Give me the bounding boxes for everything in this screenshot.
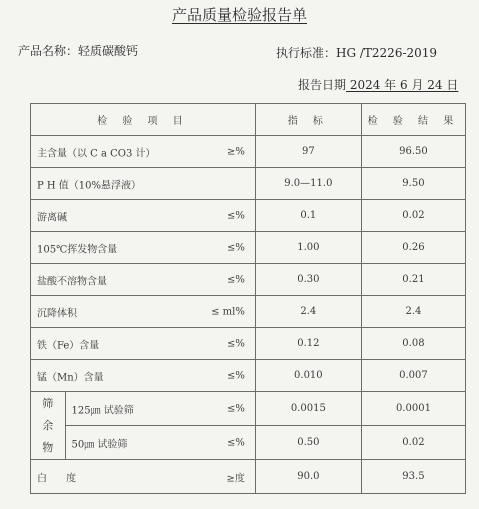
result-value: 0.21 xyxy=(361,264,465,296)
standard-value: 0.50 xyxy=(255,426,361,460)
inspection-table xyxy=(30,103,466,494)
standard-value: 0.010 xyxy=(255,360,361,392)
item-cell xyxy=(31,296,256,328)
standard-value: 0.0015 xyxy=(255,392,361,426)
item-name: 铁（Fe）含量 xyxy=(37,340,100,351)
table-row xyxy=(31,200,466,232)
item-cell xyxy=(31,168,256,200)
sieve-label-char: 余 xyxy=(42,418,54,432)
sieve-label-char: 筛 xyxy=(42,396,54,410)
result-value: 0.02 xyxy=(361,426,465,460)
table-row xyxy=(31,392,466,426)
result-value: 9.50 xyxy=(361,168,465,200)
table-row xyxy=(31,360,466,392)
item-cell xyxy=(31,328,256,360)
table-row xyxy=(31,328,466,360)
table-row xyxy=(31,168,466,200)
item-unit: ≤% xyxy=(226,242,245,253)
item-cell xyxy=(31,264,256,296)
item-unit: ≤% xyxy=(226,274,245,285)
standard-value: 0.12 xyxy=(255,328,361,360)
item-cell xyxy=(65,426,255,460)
table-row xyxy=(31,460,466,494)
item-name: 125㎛ 试验筛 xyxy=(71,405,134,416)
result-value: 2.4 xyxy=(361,296,465,328)
standard-value: 90.0 xyxy=(255,460,361,494)
product-name: 产品名称：轻质碳酸钙 xyxy=(18,44,139,58)
header-standard: 指 标 xyxy=(255,104,361,136)
item-cell xyxy=(31,360,256,392)
item-unit: ≤% xyxy=(226,338,245,349)
table-row xyxy=(31,296,466,328)
item-name: 沉降体积 xyxy=(37,308,77,319)
item-cell xyxy=(31,200,256,232)
item-name: 盐酸不溶物含量 xyxy=(37,276,107,287)
standard-value: 0.1 xyxy=(255,200,361,232)
result-value: 0.007 xyxy=(361,360,465,392)
item-name: 锰（Mn）含量 xyxy=(37,372,104,383)
result-value: 0.26 xyxy=(361,232,465,264)
sieve-residue-label xyxy=(31,392,66,460)
item-unit: ≤% xyxy=(226,210,245,221)
item-name: P H 值（10%悬浮液） xyxy=(37,180,142,191)
item-cell xyxy=(31,460,256,494)
table-row xyxy=(31,136,466,168)
standard-value: 2.4 xyxy=(255,296,361,328)
sieve-label-char: 物 xyxy=(42,440,54,454)
item-name: 105℃挥发物含量 xyxy=(37,244,118,255)
report-date xyxy=(298,76,458,93)
executive-standard: 执行标准：HG /T2226-2019 xyxy=(276,46,438,60)
table-row xyxy=(31,264,466,296)
standard-value: 0.30 xyxy=(255,264,361,296)
table-row xyxy=(31,426,466,460)
item-name: 50㎛ 试验筛 xyxy=(71,439,128,450)
item-name: 游离碱 xyxy=(37,212,67,223)
result-value: 93.5 xyxy=(361,460,465,494)
result-value: 96.50 xyxy=(361,136,465,168)
item-name: 白 度 xyxy=(37,473,77,484)
header-item: 检 验 项 目 xyxy=(31,104,256,136)
standard-value: 97 xyxy=(255,136,361,168)
table-header-row xyxy=(31,104,466,136)
item-unit: ≤% xyxy=(226,437,245,448)
item-unit: ≤% xyxy=(226,403,245,414)
item-unit: ≤% xyxy=(226,370,245,381)
item-unit: ≤ ml% xyxy=(211,306,245,317)
report-title: 产品质量检验报告单 xyxy=(171,6,307,24)
table-row xyxy=(31,232,466,264)
header-result: 检 验 结 果 xyxy=(361,104,465,136)
result-value: 0.02 xyxy=(361,200,465,232)
date-label: 报告日期 xyxy=(298,78,347,92)
standard-value: 1.00 xyxy=(255,232,361,264)
item-cell xyxy=(65,392,255,426)
result-value: 0.0001 xyxy=(361,392,465,426)
item-cell xyxy=(31,136,256,168)
item-unit: ≥度 xyxy=(226,473,245,484)
date-value: 2024 年 6 月 24 日 xyxy=(346,78,459,92)
standard-value: 9.0—11.0 xyxy=(255,168,361,200)
item-cell xyxy=(31,232,256,264)
item-unit: ≥% xyxy=(226,146,245,157)
item-name: 主含量（以 C a CO3 计） xyxy=(37,148,156,159)
result-value: 0.08 xyxy=(361,328,465,360)
